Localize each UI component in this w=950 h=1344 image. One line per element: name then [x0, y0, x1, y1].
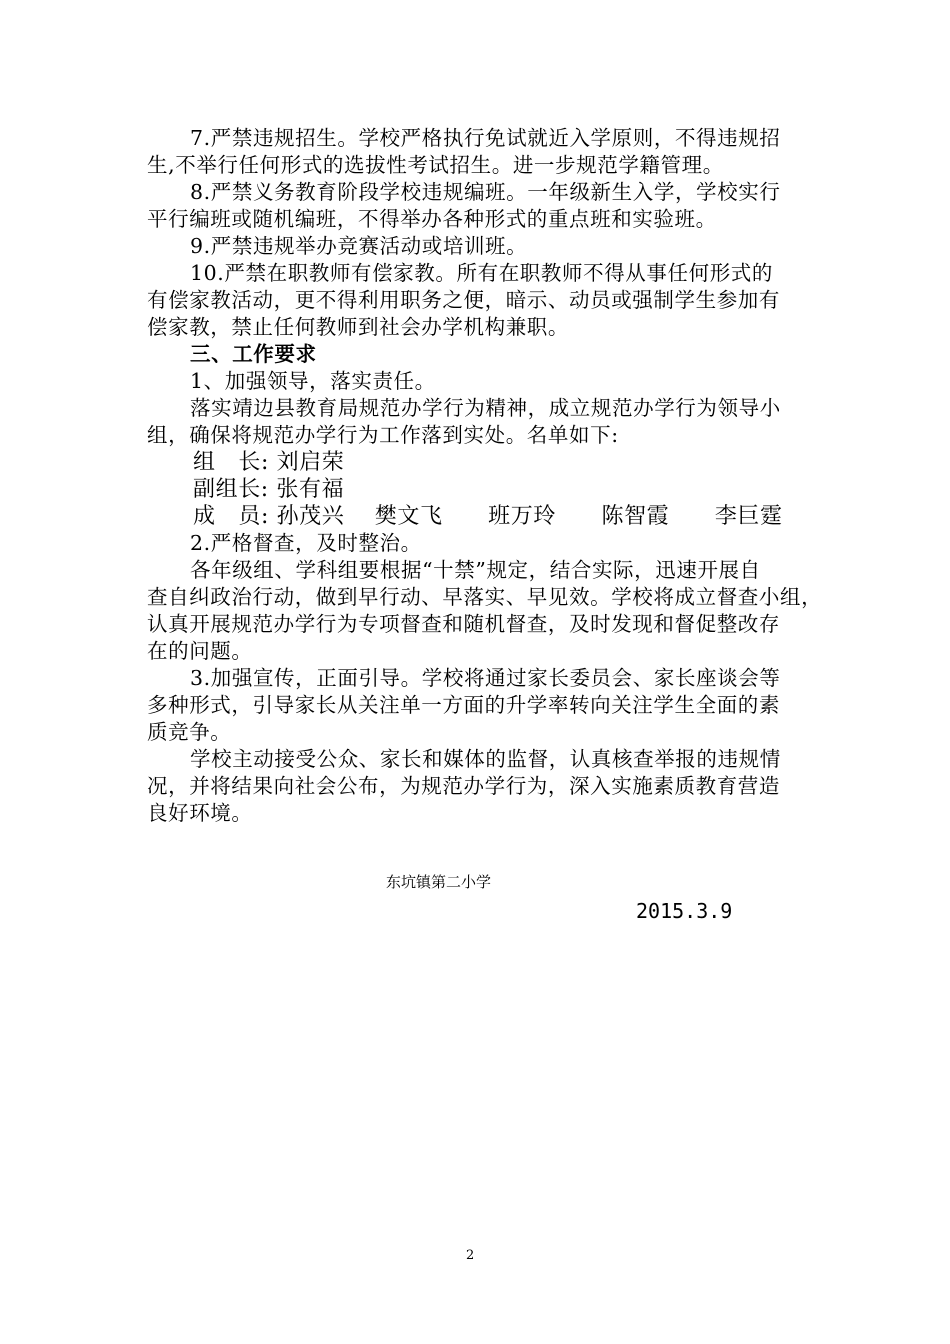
requirement-3-line-3: 质竞争。	[147, 720, 232, 744]
rule-10-line-2: 有偿家教活动，更不得利用职务之便，暗示、动员或强制学生参加有	[147, 288, 780, 312]
requirement-2-line-2: 查自纠政治行动，做到早行动、早落实、早见效。学校将成立督查小组，	[147, 585, 823, 609]
school-name: 东坑镇第二小学	[386, 873, 492, 891]
requirement-1-title: 1、加强领导，落实责任。	[190, 369, 436, 393]
rule-7-line-2: 生,不举行任何形式的选拔性考试招生。进一步规范学籍管理。	[147, 153, 724, 177]
rule-10-line-3: 偿家教，禁止任何教师到社会办学机构兼职。	[147, 315, 569, 339]
closing-line-3: 良好环境。	[147, 801, 253, 825]
members-line: 成 员: 孙茂兴 樊文飞 班万玲 陈智霞 李巨霆	[193, 504, 783, 529]
document-date: 2015.3.9	[636, 899, 733, 923]
requirement-2-line-3: 认真开展规范办学行为专项督查和随机督查，及时发现和督促整改存	[147, 612, 780, 636]
closing-line-1: 学校主动接受公众、家长和媒体的监督，认真核查举报的违规情	[190, 747, 781, 771]
requirement-1-line-1: 落实靖边县教育局规范办学行为精神，成立规范办学行为领导小	[190, 396, 781, 420]
deputy-leader-line: 副组长: 张有福	[193, 477, 345, 502]
requirement-3-line-2: 多种形式，引导家长从关注单一方面的升学率转向关注学生全面的素	[147, 693, 780, 717]
rule-8-line-2: 平行编班或随机编班，不得举办各种形式的重点班和实验班。	[147, 207, 717, 231]
rule-9-line: 9.严禁违规举办竞赛活动或培训班。	[190, 234, 528, 258]
leader-line: 组 长: 刘启荣	[193, 450, 345, 475]
requirement-3-line-1: 3.加强宣传，正面引导。学校将通过家长委员会、家长座谈会等	[190, 666, 781, 690]
requirement-2-title: 2.严格督查，及时整治。	[190, 531, 422, 555]
rule-8-line-1: 8.严禁义务教育阶段学校违规编班。一年级新生入学，学校实行	[190, 180, 781, 204]
rule-10-line-1: 10.严禁在职教师有偿家教。所有在职教师不得从事任何形式的	[190, 261, 773, 285]
requirement-1-line-2: 组，确保将规范办学行为工作落到实处。名单如下:	[147, 423, 619, 447]
rule-7-line-1: 7.严禁违规招生。学校严格执行免试就近入学原则，不得违规招	[190, 126, 781, 150]
closing-line-2: 况，并将结果向社会公布，为规范办学行为，深入实施素质教育营造	[147, 774, 780, 798]
section-heading: 三、工作要求	[190, 342, 317, 366]
requirement-2-line-4: 在的问题。	[147, 639, 253, 663]
page-number: 2	[466, 1248, 475, 1263]
requirement-2-line-1: 各年级组、学科组要根据“十禁”规定，结合实际，迅速开展自	[190, 558, 761, 582]
